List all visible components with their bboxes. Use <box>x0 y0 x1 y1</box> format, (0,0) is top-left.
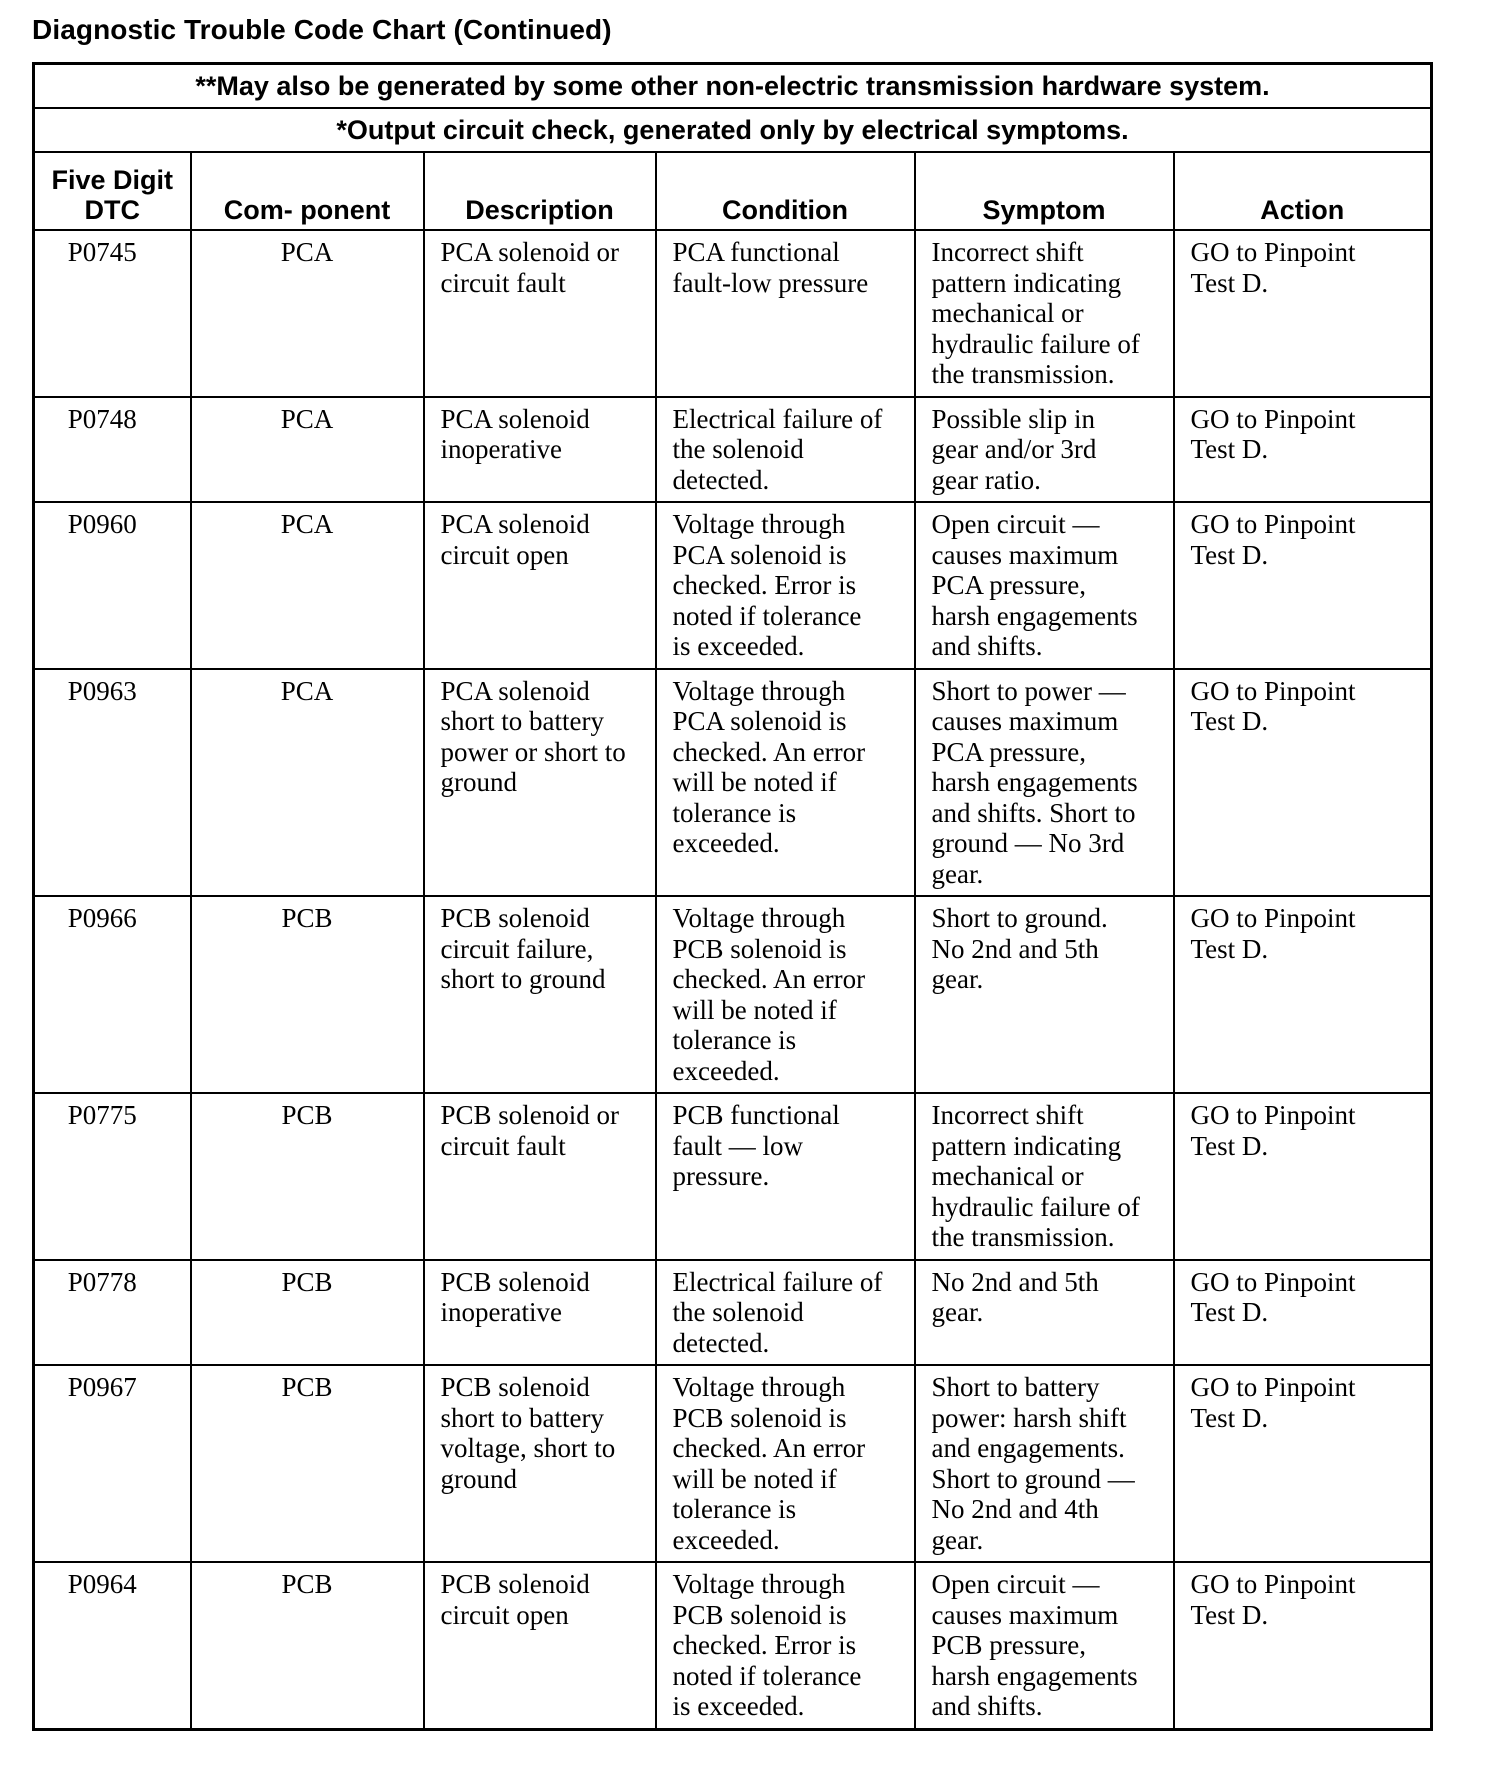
dtc-cell: P0963 <box>34 669 191 897</box>
condition-cell-line: PCB functional <box>672 1100 840 1130</box>
condition-cell-line: PCB solenoid is <box>672 933 847 964</box>
condition-cell-line: exceeded. <box>672 1524 780 1555</box>
condition-cell-line: Voltage through <box>672 1569 846 1599</box>
condition-cell-line: exceeded. <box>672 1055 780 1086</box>
table-row <box>34 896 1432 1093</box>
symptom-cell-line: Incorrect shift <box>931 237 1084 267</box>
symptom-cell <box>915 896 1174 1093</box>
condition-cell-line: PCA functional <box>672 237 840 267</box>
symptom-cell-line: Short to ground — <box>931 1463 1135 1494</box>
header-dtc <box>34 152 191 230</box>
description-cell-line: circuit open <box>440 539 569 570</box>
action-cell-line: Test D. <box>1190 539 1269 570</box>
symptom-cell <box>915 397 1174 503</box>
action-cell-line: Test D. <box>1190 434 1269 464</box>
symptom-cell-line: harsh engagements <box>931 600 1138 631</box>
symptom-cell <box>915 1260 1174 1366</box>
symptom-cell <box>915 502 1174 669</box>
table-row <box>34 1260 1432 1366</box>
description-cell-line: circuit open <box>440 1599 569 1630</box>
action-cell-line: GO to Pinpoint <box>1190 403 1356 434</box>
symptom-cell-line: causes maximum <box>931 539 1119 570</box>
symptom-cell-line: Short to power — <box>931 675 1126 706</box>
component-cell: PCB <box>191 896 424 1093</box>
symptom-cell-line: pattern indicating <box>931 267 1122 298</box>
action-cell-line: Test D. <box>1190 933 1269 964</box>
symptom-cell-line: PCA pressure, <box>931 570 1086 600</box>
condition-cell-line: Voltage through <box>672 1372 846 1402</box>
dtc-cell: P0960 <box>34 502 191 669</box>
component-cell: PCA <box>191 669 424 897</box>
description-cell <box>424 502 656 669</box>
description-cell <box>424 1365 656 1562</box>
symptom-cell-line: gear and/or 3rd <box>931 434 1097 464</box>
description-cell-line: PCA solenoid <box>440 403 590 434</box>
condition-cell-line: is exceeded. <box>672 1691 805 1721</box>
symptom-cell-line: No 2nd and 5th <box>931 933 1099 964</box>
symptom-cell-line: and shifts. Short to <box>931 797 1136 828</box>
description-cell <box>424 397 656 503</box>
symptom-cell-line: and shifts. <box>931 1691 1043 1721</box>
description-cell-line: ground <box>440 1463 517 1494</box>
table-row <box>34 502 1432 669</box>
condition-cell-line: checked. Error is <box>672 1630 857 1660</box>
table-row <box>34 1093 1432 1260</box>
description-cell <box>424 669 656 897</box>
condition-cell-line: will be noted if <box>672 994 837 1025</box>
page-title: Diagnostic Trouble Code Chart (Continued) <box>32 14 612 45</box>
dtc-cell: P0748 <box>34 397 191 503</box>
action-cell-line: Test D. <box>1190 1599 1269 1630</box>
table-row <box>34 1562 1432 1729</box>
description-cell-line: PCA solenoid <box>440 675 590 706</box>
table-row <box>34 230 1432 397</box>
condition-cell-line: fault-low pressure <box>672 267 869 298</box>
condition-cell-line: Voltage through <box>672 903 846 933</box>
description-cell-line: inoperative <box>440 434 562 464</box>
condition-cell <box>656 1562 915 1729</box>
table-row <box>34 669 1432 897</box>
condition-cell-line: Voltage through <box>672 675 846 706</box>
symptom-cell <box>915 1093 1174 1260</box>
condition-cell-line: the solenoid <box>672 434 804 464</box>
condition-cell <box>656 1093 915 1260</box>
condition-cell <box>656 1365 915 1562</box>
description-cell <box>424 1260 656 1366</box>
condition-cell-line: checked. An error <box>672 1433 866 1463</box>
description-cell <box>424 1562 656 1729</box>
action-cell-line: GO to Pinpoint <box>1190 1372 1356 1402</box>
symptom-cell-line: Open circuit — <box>931 509 1100 539</box>
header-symptom: Symptom <box>915 152 1174 230</box>
symptom-cell-line: gear. <box>931 1297 984 1327</box>
symptom-cell-line: and shifts. <box>931 631 1043 661</box>
condition-cell-line: the solenoid <box>672 1297 804 1327</box>
symptom-cell-line: No 2nd and 4th <box>931 1494 1099 1524</box>
description-cell-line: PCA solenoid <box>440 509 590 539</box>
condition-cell-line: detected. <box>672 1327 770 1358</box>
symptom-cell-line: causes maximum <box>931 1599 1119 1630</box>
component-cell: PCB <box>191 1093 424 1260</box>
component-cell: PCB <box>191 1260 424 1366</box>
description-cell-line: PCB solenoid <box>440 903 590 933</box>
description-cell-line: PCB solenoid <box>440 1372 590 1402</box>
action-cell <box>1174 669 1432 897</box>
action-cell-line: Test D. <box>1190 1130 1269 1161</box>
condition-cell <box>656 502 915 669</box>
action-cell-line: Test D. <box>1190 1297 1269 1327</box>
description-cell-line: PCB solenoid or <box>440 1100 620 1130</box>
condition-cell-line: PCA solenoid is <box>672 539 847 570</box>
table-row <box>34 1365 1432 1562</box>
component-cell: PCB <box>191 1365 424 1562</box>
action-cell <box>1174 1260 1432 1366</box>
condition-cell-line: detected. <box>672 464 770 495</box>
condition-cell <box>656 669 915 897</box>
action-cell <box>1174 1365 1432 1562</box>
action-cell-line: GO to Pinpoint <box>1190 509 1356 539</box>
description-cell <box>424 1093 656 1260</box>
symptom-cell-line: Incorrect shift <box>931 1100 1084 1130</box>
header-action: Action <box>1174 152 1432 230</box>
action-cell <box>1174 502 1432 669</box>
header-row <box>34 152 1432 230</box>
description-cell-line: ground <box>440 767 517 797</box>
condition-cell <box>656 230 915 397</box>
symptom-cell-line: Open circuit — <box>931 1569 1100 1599</box>
header-component: Com- ponent <box>191 152 424 230</box>
description-cell <box>424 896 656 1093</box>
symptom-cell-line: Short to ground. <box>931 903 1108 933</box>
dtc-cell: P0778 <box>34 1260 191 1366</box>
symptom-cell <box>915 669 1174 897</box>
description-cell-line: PCB solenoid <box>440 1569 590 1599</box>
description-cell-line: circuit fault <box>440 1130 566 1161</box>
description-cell-line: voltage, short to <box>440 1433 616 1463</box>
description-cell-line: power or short to <box>440 736 626 767</box>
symptom-cell <box>915 1365 1174 1562</box>
condition-cell-line: exceeded. <box>672 828 780 858</box>
table-row <box>34 397 1432 503</box>
action-cell <box>1174 1562 1432 1729</box>
description-cell-line: short to battery <box>440 1402 604 1433</box>
symptom-cell-line: the transmission. <box>931 1222 1115 1252</box>
symptom-cell-line: gear. <box>931 858 984 889</box>
symptom-cell-line: hydraulic failure of <box>931 1191 1140 1222</box>
condition-cell-line: Electrical failure of <box>672 1266 883 1297</box>
symptom-cell-line: Possible slip in <box>931 403 1096 434</box>
component-cell: PCA <box>191 502 424 669</box>
description-cell-line: short to battery <box>440 706 604 736</box>
action-cell <box>1174 397 1432 503</box>
description-cell-line: circuit failure, <box>440 933 594 964</box>
symptom-cell-line: gear. <box>931 1524 984 1555</box>
component-cell: PCA <box>191 397 424 503</box>
action-cell-line: GO to Pinpoint <box>1190 237 1356 267</box>
component-cell: PCB <box>191 1562 424 1729</box>
note-hardware: **May also be generated by some other non-electric transmission hardware system. <box>34 64 1432 109</box>
dtc-cell: P0745 <box>34 230 191 397</box>
symptom-cell-line: ground — No 3rd <box>931 828 1125 858</box>
symptom-cell-line: hydraulic failure of <box>931 328 1140 359</box>
symptom-cell-line: No 2nd and 5th <box>931 1266 1099 1297</box>
condition-cell <box>656 1260 915 1366</box>
header-description: Description <box>424 152 656 230</box>
symptom-cell-line: harsh engagements <box>931 1660 1138 1691</box>
symptom-cell-line: gear. <box>931 964 984 994</box>
action-cell-line: Test D. <box>1190 1402 1269 1433</box>
description-cell-line: inoperative <box>440 1297 562 1327</box>
action-cell-line: GO to Pinpoint <box>1190 1569 1356 1599</box>
description-cell-line: circuit fault <box>440 267 566 298</box>
condition-cell-line: PCB solenoid is <box>672 1402 847 1433</box>
condition-cell-line: tolerance is <box>672 1025 797 1055</box>
symptom-cell-line: PCB pressure, <box>931 1630 1086 1660</box>
symptom-cell-line: Short to battery <box>931 1372 1100 1402</box>
dtc-cell: P0966 <box>34 896 191 1093</box>
component-cell: PCA <box>191 230 424 397</box>
description-cell-line: PCB solenoid <box>440 1266 590 1297</box>
dtc-cell: P0967 <box>34 1365 191 1562</box>
condition-cell-line: checked. An error <box>672 964 866 994</box>
action-cell-line: GO to Pinpoint <box>1190 1100 1356 1130</box>
condition-cell-line: noted if tolerance <box>672 1660 862 1691</box>
action-cell-line: GO to Pinpoint <box>1190 1266 1356 1297</box>
action-cell-line: GO to Pinpoint <box>1190 675 1356 706</box>
condition-cell-line: PCA solenoid is <box>672 706 847 736</box>
dtc-cell: P0964 <box>34 1562 191 1729</box>
condition-cell-line: checked. An error <box>672 736 866 767</box>
condition-cell-line: will be noted if <box>672 767 837 797</box>
action-cell-line: Test D. <box>1190 706 1269 736</box>
action-cell <box>1174 896 1432 1093</box>
header-condition: Condition <box>656 152 915 230</box>
symptom-cell-line: PCA pressure, <box>931 736 1086 767</box>
symptom-cell-line: the transmission. <box>931 359 1115 389</box>
action-cell <box>1174 230 1432 397</box>
condition-cell-line: checked. Error is <box>672 570 857 600</box>
condition-cell-line: pressure. <box>672 1161 770 1191</box>
condition-cell-line: noted if tolerance <box>672 600 862 631</box>
symptom-cell-line: gear ratio. <box>931 464 1041 495</box>
action-cell-line: Test D. <box>1190 267 1269 298</box>
condition-cell <box>656 397 915 503</box>
note-output-circuit: *Output circuit check, generated only by electrical symptoms. <box>34 108 1432 152</box>
condition-cell-line: is exceeded. <box>672 631 805 661</box>
symptom-cell-line: power: harsh shift <box>931 1402 1127 1433</box>
condition-cell-line: will be noted if <box>672 1463 837 1494</box>
condition-cell-line: Electrical failure of <box>672 403 883 434</box>
symptom-cell <box>915 1562 1174 1729</box>
description-cell-line: short to ground <box>440 964 606 994</box>
header-dtc-line2: DTC <box>84 195 140 225</box>
symptom-cell-line: causes maximum <box>931 706 1119 736</box>
condition-cell <box>656 896 915 1093</box>
symptom-cell-line: mechanical or <box>931 298 1084 328</box>
header-dtc-line1: Five Digit <box>51 165 173 195</box>
symptom-cell-line: mechanical or <box>931 1161 1084 1191</box>
condition-cell-line: PCB solenoid is <box>672 1599 847 1630</box>
action-cell <box>1174 1093 1432 1260</box>
condition-cell-line: Voltage through <box>672 509 846 539</box>
condition-cell-line: fault — low <box>672 1130 803 1161</box>
symptom-cell-line: harsh engagements <box>931 767 1138 797</box>
symptom-cell <box>915 230 1174 397</box>
condition-cell-line: tolerance is <box>672 1494 797 1524</box>
dtc-cell: P0775 <box>34 1093 191 1260</box>
dtc-chart-table <box>32 62 1433 1731</box>
symptom-cell-line: and engagements. <box>931 1433 1125 1463</box>
symptom-cell-line: pattern indicating <box>931 1130 1122 1161</box>
condition-cell-line: tolerance is <box>672 797 797 828</box>
description-cell <box>424 230 656 397</box>
action-cell-line: GO to Pinpoint <box>1190 903 1356 933</box>
description-cell-line: PCA solenoid or <box>440 237 620 267</box>
